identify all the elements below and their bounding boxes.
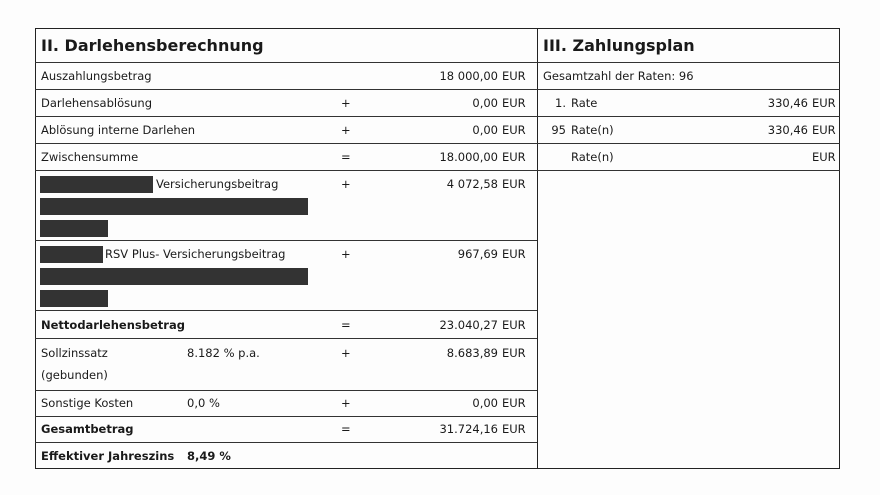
redaction-bar xyxy=(40,220,108,237)
divider xyxy=(35,310,537,311)
row-sign: = xyxy=(341,150,351,164)
row-label: Gesamtbetrag xyxy=(41,422,134,436)
row-currency: EUR xyxy=(502,247,526,261)
rate-label: Rate(n) xyxy=(571,150,614,164)
row-currency: EUR xyxy=(502,346,526,360)
row-currency: EUR xyxy=(502,123,526,137)
rate-label: Rate xyxy=(571,96,598,110)
redaction-bar xyxy=(40,268,308,285)
row-sign: + xyxy=(341,346,351,360)
divider xyxy=(35,116,840,117)
divider xyxy=(35,170,840,171)
rate-amount: 330,46 xyxy=(767,96,808,110)
row-amount: 23.040,27 xyxy=(439,318,498,332)
row-label: Sonstige Kosten xyxy=(41,396,134,410)
row-amount: 8.683,89 xyxy=(446,346,498,360)
divider xyxy=(35,390,537,391)
row-label: Nettodarlehensbetrag xyxy=(41,318,185,332)
row-amount: 0,00 xyxy=(472,96,498,110)
row-label: Auszahlungsbetrag xyxy=(41,69,152,83)
row-currency: EUR xyxy=(502,318,526,332)
row-currency: EUR xyxy=(502,69,526,83)
total-rates: Gesamtzahl der Raten: 96 xyxy=(543,69,694,83)
row-amount: 967,69 xyxy=(457,247,498,261)
row-amount: 18.000,00 xyxy=(439,150,498,164)
redaction-bar xyxy=(40,290,108,307)
rate-amount: 330,46 xyxy=(767,123,808,137)
section-title-loan-calculation: II. Darlehensberechnung xyxy=(41,36,264,55)
divider xyxy=(35,416,537,417)
divider xyxy=(35,89,840,90)
row-label: Effektiver Jahreszins xyxy=(41,449,175,463)
rate-currency: EUR xyxy=(812,123,836,137)
row-sign: = xyxy=(341,318,351,332)
redaction-bar xyxy=(40,246,103,263)
row-label: Sollzinssatz xyxy=(41,346,108,360)
row-rate: 0,0 % xyxy=(187,396,220,410)
rate-count: 1. xyxy=(555,96,566,110)
rate-currency: EUR xyxy=(812,96,836,110)
rate-label: Rate(n) xyxy=(571,123,614,137)
row-sign: + xyxy=(341,123,351,137)
row-sign: + xyxy=(341,177,351,191)
row-sign: + xyxy=(341,247,351,261)
row-sign: + xyxy=(341,96,351,110)
row-amount: 0,00 xyxy=(472,396,498,410)
row-rate: 8.182 % p.a. xyxy=(187,346,260,360)
row-currency: EUR xyxy=(502,422,526,436)
row-currency: EUR xyxy=(502,177,526,191)
row-sign: + xyxy=(341,396,351,410)
rate-currency: EUR xyxy=(812,150,836,164)
payment-plan-border xyxy=(537,28,840,469)
row-label: Darlehensablösung xyxy=(41,96,152,110)
row-label: Ablösung interne Darlehen xyxy=(41,123,196,137)
redaction-bar xyxy=(40,176,153,193)
divider xyxy=(35,442,537,443)
row-currency: EUR xyxy=(502,396,526,410)
row-label: Versicherungsbeitrag xyxy=(156,177,279,191)
row-label-secondary: (gebunden) xyxy=(41,368,108,382)
section-title-payment-plan: III. Zahlungsplan xyxy=(543,36,695,55)
row-amount: 18 000,00 xyxy=(439,69,498,83)
row-rate: 8,49 % xyxy=(187,449,231,463)
divider xyxy=(35,338,537,339)
row-currency: EUR xyxy=(502,96,526,110)
rate-count: 95 xyxy=(551,123,566,137)
row-amount: 0,00 xyxy=(472,123,498,137)
row-amount: 4 072,58 xyxy=(446,177,498,191)
row-label: RSV Plus- Versicherungsbeitrag xyxy=(105,247,286,261)
divider xyxy=(35,240,537,241)
row-amount: 31.724,16 xyxy=(439,422,498,436)
redaction-bar xyxy=(40,198,308,215)
row-sign: = xyxy=(341,422,351,436)
divider xyxy=(35,143,840,144)
divider xyxy=(35,62,840,63)
row-label: Zwischensumme xyxy=(41,150,139,164)
row-currency: EUR xyxy=(502,150,526,164)
